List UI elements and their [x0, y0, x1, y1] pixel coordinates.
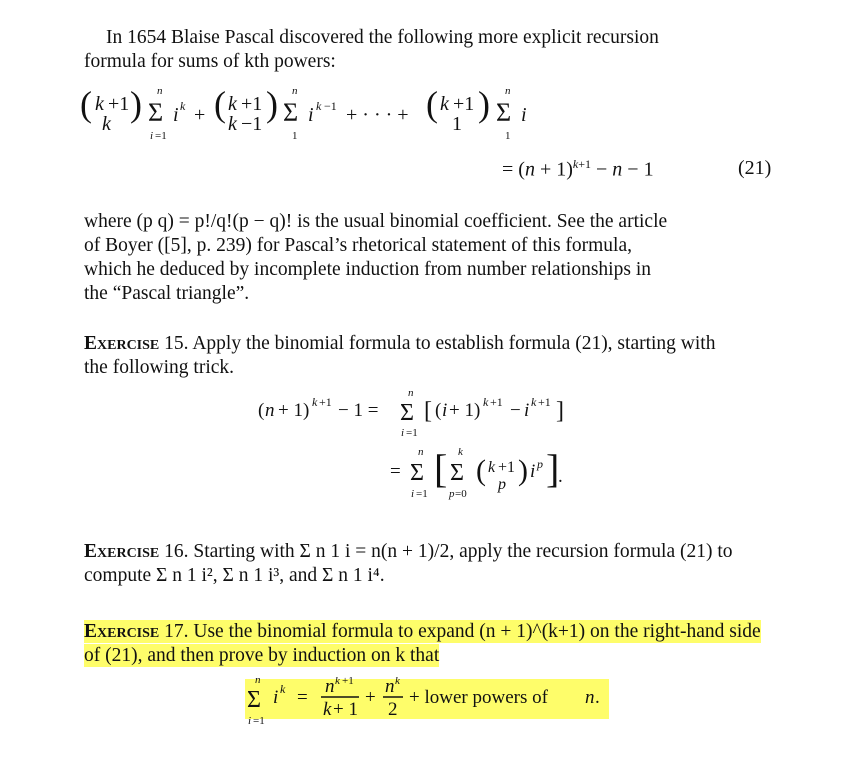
svg-text:k: k: [483, 395, 489, 409]
equation-21-rhs: = $(n + 1)^{k+1} - n - 1$: [502, 157, 654, 181]
exercise-15-equation-1: [258, 388, 638, 454]
svg-text:+1: +1: [342, 675, 354, 687]
exercise-17-highlight-1: [84, 620, 761, 643]
svg-text:k: k: [440, 93, 449, 115]
svg-text:+1: +1: [490, 395, 503, 409]
binomial-paragraph: [84, 210, 784, 306]
svg-text:+ 1: + 1: [333, 699, 358, 720]
svg-text:.: .: [558, 466, 563, 487]
svg-text:Σ: Σ: [283, 98, 299, 127]
svg-text:(: (: [258, 400, 265, 421]
svg-text:n: n: [408, 387, 414, 399]
exercise-16: [84, 540, 784, 588]
exercise-15-eq2-graphic: [390, 446, 630, 508]
exercise-17-line-1: Use the binomial formula to expand (n + 1)^(k+1) on the right-hand side: [193, 621, 761, 642]
exercise-15-label: Exercise: [84, 333, 160, 354]
svg-text:=0: =0: [455, 488, 467, 500]
svg-text:k: k: [102, 113, 111, 135]
equation-21-top-graphic: [80, 80, 640, 152]
svg-text:1: 1: [292, 130, 298, 142]
svg-text:+ 1): + 1): [278, 400, 310, 421]
svg-text:p: p: [498, 476, 506, 493]
svg-text:n: n: [385, 676, 395, 697]
svg-text:i: i: [150, 130, 154, 142]
svg-text:n: n: [585, 687, 595, 708]
svg-text:+1: +1: [538, 395, 551, 409]
svg-text:n: n: [255, 674, 261, 686]
svg-text:+1: +1: [241, 93, 263, 115]
exercise-17-equation: [245, 675, 625, 741]
svg-text:+1: +1: [319, 395, 332, 409]
svg-text:]: ]: [546, 446, 560, 491]
para-line-3: which he deduced by incomplete induction from number relationships in: [84, 259, 651, 280]
svg-text:i: i: [524, 400, 530, 421]
svg-text:i: i: [401, 427, 405, 439]
svg-text:=1: =1: [416, 488, 428, 500]
svg-text:−1: −1: [241, 113, 263, 135]
para-line-4: the “Pascal triangle”.: [84, 283, 250, 304]
svg-text:+1: +1: [108, 93, 130, 115]
svg-text:i: i: [442, 400, 448, 421]
svg-text:k: k: [488, 459, 496, 476]
svg-text:Σ: Σ: [148, 98, 164, 127]
svg-text:): ): [478, 84, 490, 124]
para-line-2: of Boyer ([5], p. 239) for Pascal’s rhetorical statement of this formula,: [84, 235, 633, 256]
svg-text:n: n: [157, 85, 163, 97]
svg-text:=: =: [297, 687, 308, 708]
svg-text:Σ: Σ: [410, 460, 424, 486]
svg-text:=1: =1: [253, 715, 265, 727]
svg-text:[: [: [434, 446, 448, 491]
svg-text:(: (: [426, 84, 438, 124]
svg-text:(: (: [80, 84, 92, 124]
exercise-16-line-2: compute Σ n 1 i², Σ n 1 i³, and Σ n 1 i⁴.: [84, 565, 385, 586]
svg-text:i: i: [273, 687, 279, 708]
svg-text:i: i: [530, 461, 536, 482]
svg-text:k: k: [458, 446, 463, 458]
exercise-16-label: Exercise: [84, 541, 160, 562]
equation-21-top: [80, 80, 640, 158]
svg-text:k: k: [228, 113, 237, 135]
svg-text:n: n: [265, 400, 275, 421]
svg-text:(: (: [435, 400, 442, 421]
svg-text:+: +: [194, 104, 206, 126]
exercise-15-equation-2: [390, 446, 630, 514]
svg-text:k: k: [312, 395, 318, 409]
svg-text:k: k: [395, 675, 400, 687]
svg-text:i: i: [521, 104, 527, 126]
svg-text:k: k: [531, 395, 537, 409]
svg-text:.: .: [595, 687, 600, 708]
exercise-17-eq-graphic: [245, 675, 625, 735]
svg-text:+1: +1: [453, 93, 475, 115]
svg-text:+ · · · +: + · · · +: [346, 104, 409, 126]
svg-text:[: [: [424, 398, 432, 424]
svg-text:n: n: [325, 676, 335, 697]
equation-number-21: (21): [738, 157, 772, 179]
exercise-17-label: Exercise: [84, 621, 160, 642]
svg-text:k: k: [323, 699, 332, 720]
svg-text:k: k: [95, 93, 104, 115]
svg-text:): ): [130, 84, 142, 124]
svg-text:k: k: [228, 93, 237, 115]
svg-text:−1: −1: [324, 99, 337, 113]
svg-text:Σ: Σ: [400, 400, 414, 426]
svg-text:1: 1: [505, 130, 511, 142]
svg-text:p: p: [537, 457, 543, 471]
exercise-16-number: 16.: [164, 541, 189, 562]
svg-text:=1: =1: [155, 130, 167, 142]
exercise-15-eq1-graphic: [258, 388, 638, 448]
svg-text:i: i: [308, 104, 314, 126]
intro-line-2: formula for sums of kth powers:: [84, 51, 336, 72]
intro-line-1: In 1654 Blaise Pascal discovered the following more explicit recursion: [106, 27, 659, 48]
svg-text:p: p: [449, 488, 455, 500]
svg-text:k: k: [280, 682, 286, 696]
svg-text:− 1 =: − 1 =: [338, 400, 379, 421]
svg-text:=1: =1: [406, 427, 418, 439]
exercise-17: [84, 620, 784, 668]
svg-text:k: k: [335, 675, 340, 687]
svg-text:Σ: Σ: [496, 98, 512, 127]
svg-text:n: n: [418, 446, 424, 458]
svg-text:2: 2: [388, 699, 398, 720]
exercise-15-line-2: the following trick.: [84, 357, 235, 378]
svg-text:k: k: [316, 99, 322, 113]
svg-text:+ lower powers of: + lower powers of: [409, 687, 548, 708]
svg-text:(: (: [476, 454, 486, 487]
svg-text:): ): [518, 454, 528, 487]
svg-text:k: k: [180, 99, 186, 113]
svg-text:i: i: [173, 104, 179, 126]
exercise-17-line-2: of (21), and then prove by induction on k that: [84, 645, 440, 666]
intro-paragraph: [84, 26, 784, 74]
svg-text:Σ: Σ: [450, 460, 464, 486]
svg-text:i: i: [248, 715, 252, 727]
exercise-15-number: 15.: [164, 333, 189, 354]
svg-text:n: n: [505, 85, 511, 97]
svg-text:1: 1: [452, 113, 462, 135]
svg-text:n: n: [292, 85, 298, 97]
svg-text:): ): [266, 84, 278, 124]
svg-text:+: +: [365, 687, 376, 708]
svg-text:i: i: [411, 488, 415, 500]
exercise-16-line-1: Starting with Σ n 1 i = n(n + 1)/2, apply the recursion formula (21) to: [193, 541, 733, 562]
exercise-17-number: 17.: [164, 621, 189, 642]
exercise-15-line-1: Apply the binomial formula to establish formula (21), starting with: [192, 333, 716, 354]
svg-text:Σ: Σ: [247, 687, 261, 713]
exercise-15: [84, 332, 784, 380]
para-line-1: where (p q) = p!/q!(p − q)! is the usual binomial coefficient. See the article: [84, 211, 668, 232]
svg-text:−: −: [510, 400, 521, 421]
svg-text:+1: +1: [498, 459, 516, 476]
svg-text:=: =: [390, 461, 401, 482]
svg-text:]: ]: [556, 398, 564, 424]
svg-text:+ 1): + 1): [449, 400, 481, 421]
svg-text:(: (: [214, 84, 226, 124]
